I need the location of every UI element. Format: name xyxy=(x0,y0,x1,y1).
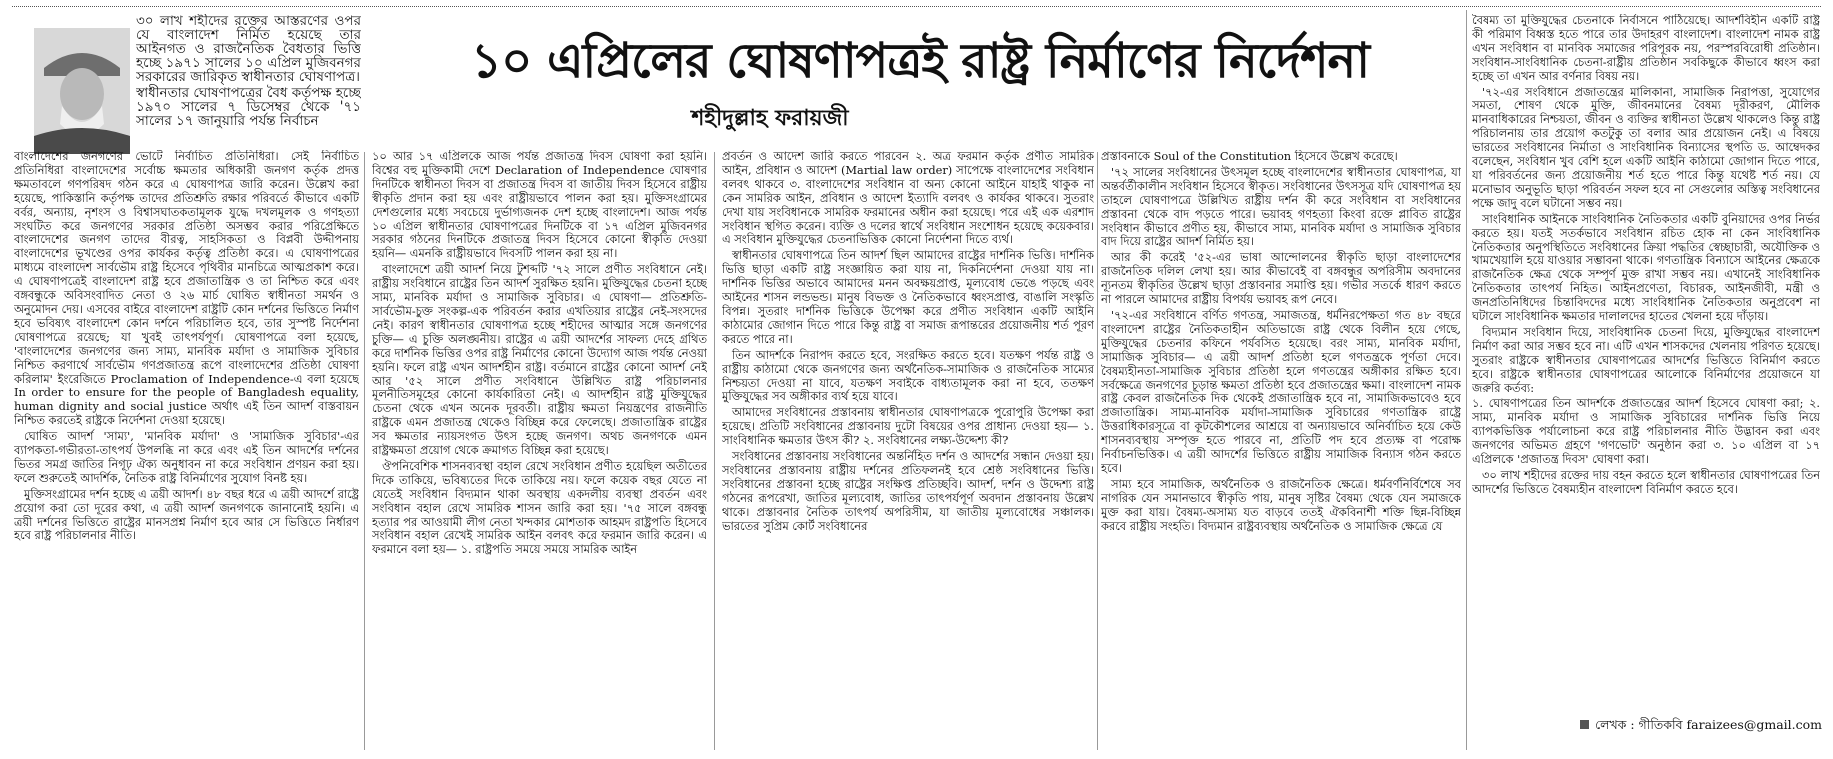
column-paragraph: বাংলাদেশের জনগণের ভোটে নির্বাচিত প্রতিনিধিরা। সেই নির্বাচিত প্রতিনিধিরা বাংলাদেশের সর্বোচ্চ ক্ষমতার অধিকারী জনগণ কর্তৃক প্রদত্ত ক্ষমতাবলে গণপরিষদ গঠন করে এ ঘোষণাপত্র জারি করেন। উল্লেখ করা হয়েছে, পাকিস্তানি কর্তৃপক্ষ তাদের প্রতিশ্রুতি রক্ষার পরিবর্তে কীভাবে একটি বর্বর, অন্যায়, নৃশংস ও বিশ্বাসঘাতকতামূলক যুদ্ধে দখলমূলক ও গণহত্যা সংঘটিত করে জনগণের সরকার প্রতিষ্ঠা অসম্ভব করার পরিপ্রেক্ষিতে বাংলাদেশের জনগণ তাদের বীরত্ব, সাহসিকতা ও বিপ্লবী উদ্দীপনায় বাংলাদেশের ভূখণ্ডের ওপর কার্যকর কর্তৃত্ব প্রতিষ্ঠা করে। এ ঘোষণাপত্রের মাধ্যমে বাংলাদেশ সার্বভৌম রাষ্ট্র হিসেবে পৃথিবীর মানচিত্রে আত্মপ্রকাশ করে। এ ঘোষণাপত্রেই বাংলাদেশ রাষ্ট্র হবে প্রজাতান্ত্রিক ও তা নিশ্চিত করে এবং বঙ্গবন্ধুকে অবিসংবাদিত নেতা ও ২৬ মার্চ ঘোষিত স্বাধীনতা সমর্থন ও অনুমোদন দেয়। এসবের বাইরে বাংলাদেশ রাষ্ট্রটি কোন দর্শনের ভিত্তিতে নির্মাণ হবে ভবিষ্যৎ বাংলাদেশ কোন দর্শনে পরিচালিত হবে, তার সুস্পষ্ট নির্দেশনা ঘোষণাপত্রে রয়েছে; যা খুবই তাৎপর্যপূর্ণ। ঘোষণাপত্রে বলা হয়েছে, 'বাংলাদেশের জনগণের জন্য সাম্য, মানবিক মর্যাদা ও সামাজিক সুবিচার নিশ্চিত করণার্থে সার্বভৌম গণপ্রজাতন্ত্র রূপে বাংলাদেশের প্রতিষ্ঠা ঘোষণা করিলাম' ইংরেজিতে Proclamation of Independence-এ বলা হয়েছে In order to ensure for the people of Bangladesh equality, human dignity and social justice অর্থাৎ এই তিন আদর্শ বাস্তবায়ন নিশ্চিত করতেই রাষ্ট্রকে নির্দেশনা দেওয়া হয়েছে। xyxy=(14,150,359,428)
column-paragraph: '৭২ সালের সংবিধানের উৎসমূল হচ্ছে বাংলাদেশের স্বাধীনতার ঘোষণাপত্র, যা অন্তর্বর্তীকালীন সংবিধান হিসেবে স্বীকৃত। সংবিধানের উৎসসূত্র যদি ঘোষণাপত্র হয় তাহলে ঘোষণাপত্রে উল্লিখিত রাষ্ট্রীয় দর্শন কী করে সংবিধান বা সংবিধানের প্রস্তাবনা থেকে বাদ পড়তে পারে। ভয়াবহ গণহত্যা কিংবা রক্তে প্লাবিত রাষ্ট্রের সংবিধান কীভাবে প্রণীত হয়, কীভাবে সাম্য, মানবিক মর্যাদা ও সামাজিক সুবিচার বাদ দিয়ে রাষ্ট্রের আদর্শ নির্মিত হয়। xyxy=(1101,164,1461,249)
column-paragraph: আমাদের সংবিধানের প্রস্তাবনায় স্বাধীনতার ঘোষণাপত্রকে পুরোপুরি উপেক্ষা করা হয়েছে। প্রতিটি সংবিধানের প্রস্তাবনায় দুটো বিষয়ের ওপর প্রাধান্য দেওয়া হয়— ১. সাংবিধানিক ক্ষমতার উৎস কী? ২. সংবিধানের লক্ষ্য-উদ্দেশ্য কী? xyxy=(722,405,1094,448)
column-paragraph: '৭২-এর সংবিধানে প্রজাতন্ত্রের মালিকানা, সামাজিক নিরাপত্তা, সুযোগের সমতা, শোষণ থেকে মুক্তি, জীবনমানের বৈষম্য দূরীকরণ, মৌলিক মানবাধিকারের নিশ্চয়তা, জীবন ও ব্যক্তির স্বাধীনতা উল্লেখ থাকলেও কিন্তু রাষ্ট্র পরিচালনায় তার প্রয়োগ কতটুকু তা বলার আর প্রয়োজন নেই। এ বিষয়ে ভারতের সংবিধানের নির্মাতা ও সাংবিধানিক বিন্যাসের স্থপতি ড. আম্বেদকর বলেছেন, সংবিধান খুব বেশি হলে একটি আইনি কাঠামো জোগান দিতে পারে, যা পরিবর্তনের জন্য প্রয়োজনীয় শর্ত হতে পারে কিন্তু যথেষ্ট শর্ত নয়। যে মনোভাব অনুভূতি ছাড়া পরিবর্তন সফল হবে না সেগুলোর অস্তিত্ব সংবিধানের পক্ষে জাদু বলে ঘটানো সম্ভব নয়। xyxy=(1472,84,1820,210)
column-paragraph: '৭২-এর সংবিধানে বর্ণিত গণতন্ত্র, সমাজতন্ত্র, ধর্মনিরপেক্ষতা গত ৪৮ বছরে বাংলাদেশ রাষ্ট্রের নৈতিকতাহীন অতিভাজে রাষ্ট্র থেকে বিলীন হয়ে গেছে, মুক্তিযুদ্ধের চেতনার কফিনে পর্যবসিত হয়েছে। বরং সাম্য, মানবিক মর্যাদা, সামাজিক সুবিচার— এ ত্রয়ী আদর্শ প্রতিষ্ঠা হলে গণতন্ত্রকে পূর্ণতা দেবে। বৈষম্যহীনতা-সামাজিক সুবিচার প্রতিষ্ঠা হলে গণতন্ত্রের অঙ্গীকার রক্ষিত হবে। সর্বক্ষেত্রে জনগণের চূড়ান্ত ক্ষমতা প্রতিষ্ঠা হবে প্রজাতন্ত্রের ক্ষমা। বাংলাদেশ নামক রাষ্ট্র কেবল রাজনৈতিক দিক থেকেই প্রজাতান্ত্রিক হবে না, সামাজিকভাবেও হবে প্রজাতান্ত্রিক। সাম্য-মানবিক মর্যাদা-সামাজিক সুবিচারের গণতান্ত্রিক রাষ্ট্রে উত্তরাধিকারসূত্রে বা কূটকৌশলের আশ্রয়ে বা অন্যায়ভাবে অনির্বাচিত হয়ে কেউ শাসনব্যবস্থায় সম্পৃক্ত হতে পারবে না, প্রতিটি পদ হবে প্রত্যক্ষ বা পরোক্ষ নির্বাচনভিত্তিক। এ ত্রয়ী আদর্শের ভিত্তিতে রাষ্ট্রীয় সামাজিক বিন্যাস গঠন করতে হবে। xyxy=(1101,307,1461,475)
article-column-4 xyxy=(1101,150,1461,750)
author-photo xyxy=(34,28,130,154)
author-portrait-image xyxy=(34,28,130,154)
article-column-3 xyxy=(722,150,1094,750)
column-paragraph: সংবিধানের প্রস্তাবনায় সংবিধানের অন্তর্নিহিত দর্শন ও আদর্শের সন্ধান দেওয়া হয়। সংবিধানের প্রস্তাবনায় রাষ্ট্রীয় দর্শনের প্রতিফলনই হবে শ্রেষ্ঠ সংবিধানের ভিত্তি। সংবিধানের প্রস্তাবনা হচ্ছে রাষ্ট্রের সংক্ষিপ্ত প্রতিচ্ছবি। আদর্শ, দর্শন ও উদ্দেশ্য রাষ্ট্র গঠনের রূপরেখা, জাতির মূল্যবোধ, জাতির তাৎপর্যপূর্ণ অবদান প্রস্তাবনায় উল্লেখ থাকে। প্রস্তাবনার নৈতিক তাৎপর্য অপরিসীম, যা জাতীয় মূল্যবোধের সঞ্চালক। ভারতের সুপ্রিম কোর্ট সংবিধানের xyxy=(722,449,1094,533)
column-paragraph: মুক্তিসংগ্রামের দর্শন হচ্ছে এ ত্রয়ী আদর্শ। ৪৮ বছর ধরে এ ত্রয়ী আদর্শে রাষ্ট্রে প্রয়োগ করা তো দূরের কথা, এ ত্রয়ী আদর্শ জনগণকে জানানোই হয়নি। এ ত্রয়ী দর্শনের ভিত্তিতে রাষ্ট্রের মানসপ্রশ্ন নির্মাণ হবে আর সে ভিত্তিতে নির্ধারণ হবে রাষ্ট্র পরিচালনার নীতি। xyxy=(14,486,359,543)
column-divider xyxy=(714,152,715,750)
column-paragraph: ৩০ লাখ শহীদের রক্তের দায় বহন করতে হলে স্বাধীনতার ঘোষণাপত্রের তিন আদর্শের ভিত্তিতে বৈষম্যহীন বাংলাদেশ বিনির্মাণ করতে হবে। xyxy=(1472,468,1820,496)
column-paragraph: স্বাধীনতার ঘোষণাপত্রে তিন আদর্শ ছিল আমাদের রাষ্ট্রের দার্শনিক ভিত্তি। দার্শনিক ভিত্তি ছাড়া একটি রাষ্ট্র সংজ্ঞায়িত করা যায় না, দিকনির্দেশনা দেওয়া যায় না। দার্শনিক ভিত্তির অভাবে আমাদের মনন অবক্ষয়প্রাপ্ত, মূল্যবোধ ভেঙে পড়ছে এবং আইনের শাসন লন্ডভন্ড। মানুষ বিভক্ত ও নৈতিকভাবে ধ্বংসপ্রাপ্ত, বাঙালি সংস্কৃতি বিপন্ন। সুতরাং দার্শনিক ভিত্তিকে উপেক্ষা করে প্রণীত সংবিধান একটি আইনি কাঠামোর জোগান দিতে পারে কিন্তু রাষ্ট্র বা সমাজ রূপান্তরের প্রয়োজনীয় শর্ত পূরণ করতে পারে না। xyxy=(722,248,1094,346)
column-paragraph: ঘোষিত আদর্শ 'সাম্য', 'মানবিক মর্যাদা' ও 'সামাজিক সুবিচার'-এর ব্যাপকতা-গভীরতা-তাৎপর্য উপলব্ধি না করে এবং এই তিন আদর্শের দর্শনের ভিতর সমগ্র জাতির নিগূঢ় ঐক্য অনুধাবন না করে সংবিধান প্রণয়ন করা হয়। ফলে শুরুতেই আদর্শিক, নৈতিক রাষ্ট্র বিনির্মাণের সুযোগ বিনষ্ট হয়। xyxy=(14,429,359,485)
column-paragraph: ১. ঘোষণাপত্রের তিন আদর্শকে প্রজাতন্ত্রের আদর্শ হিসেবে ঘোষণা করা; ২. সাম্য, মানবিক মর্যাদা ও সামাজিক সুবিচারের দার্শনিক ভিত্তি নিয়ে ব্যাপকভিত্তিক পর্যালোচনা করে রাষ্ট্র পরিচালনার নীতি উদ্ভাবন করা এবং জনগণের অভিমত গ্রহণে 'গণভোট' অনুষ্ঠান করা ৩. ১০ এপ্রিল বা ১৭ এপ্রিলকে 'প্রজাতন্ত্র দিবস' ঘোষণা করা। xyxy=(1472,396,1820,467)
writer-credit-text: লেখক : গীতিকবি faraizees@gmail.com xyxy=(1595,717,1822,732)
article-column-5 xyxy=(1472,14,1820,734)
column-divider xyxy=(1097,152,1098,750)
writer-credit xyxy=(1560,716,1822,736)
column-paragraph: ১০ আর ১৭ এপ্রিলকে আজ পর্যন্ত প্রজাতন্ত্র দিবস ঘোষণা করা হয়নি। বিশ্বের বহু মুক্তিকামী দেশে Declaration of Independence ঘোষণার দিনটিকে স্বাধীনতা দিবস বা প্রজাতন্ত্র দিবস বা জাতীয় দিবস হিসেবে রাষ্ট্রীয় স্বীকৃতি প্রদান করা হয় এবং রাষ্ট্রীয়ভাবে পালন করা হয়। মুক্তিসংগ্রামের দেশগুলোর মধ্যে সবচেয়ে দুর্ভাগ্যজনক দেশ হচ্ছে বাংলাদেশ। আজ পর্যন্ত ১০ এপ্রিল স্বাধীনতার ঘোষণাপত্রের দিনটিকে বা ১৭ এপ্রিল মুজিবনগর সরকার গঠনের দিনটিকে প্রজাতন্ত্র দিবস হিসেবে কোনো স্বীকৃতি দেওয়া হয়নি— এমনকি রাষ্ট্রীয়ভাবে দিবসটি পালন করা হয় না। xyxy=(372,150,707,261)
column-paragraph: সাংবিধানিক আইনকে সাংবিধানিক নৈতিকতার একটি বুনিয়াদের ওপর নির্ভর করতে হয়। যতই সতর্কভাবে সংবিধান রচিত হোক না কেন সাংবিধানিক নৈতিকতার অনুপস্থিতিতে সংবিধানের ক্রিয়া পদ্ধতির স্বেচ্ছাচারী, অযৌক্তিক ও খামখেয়ালি হয়ে যাওয়ার সম্ভাবনা থাকে। গণতান্ত্রিক বিন্যাসে আইনের ক্ষেত্রকে রাজনৈতিক ক্ষেত্র থেকে সম্পূর্ণ মুক্ত রাখা সম্ভব নয়। এখানেই সাংবিধানিক নৈতিকতার তাৎপর্য নিহিত। আইনপ্রণেতা, বিচারক, আইনজীবী, মন্ত্রী ও জনপ্রতিনিধিদের চিন্তাবিদদের মধ্যে সাংবিধানিক নৈতিকতার অনুপ্রবেশ না ঘটালে সাংবিধানিক ক্ষমতার দালালদের হাতের খেলনা হয়ে দাঁড়ায়। xyxy=(1472,211,1820,324)
article-column-2 xyxy=(372,150,707,750)
lead-paragraph xyxy=(136,14,361,150)
column-paragraph: বাংলাদেশে ত্রয়ী আদর্শ নিয়ে টুশব্দটি '৭২ সালে প্রণীত সংবিধানে নেই। রাষ্ট্রীয় সংবিধানে রাষ্ট্রের তিন আদর্শ সুরক্ষিত হয়নি। মুক্তিযুদ্ধের চেতনা হচ্ছে সাম্য, মানবিক মর্যাদা ও সামাজিক সুবিচার। এ ঘোষণা— প্রতিশ্রুতি-সার্বভৌম-চুক্ত সংকল্প-এক পরিবর্তন করার এখতিয়ার রাষ্ট্রের নেই-সংসদের নেই। কারণ স্বাধীনতার ঘোষণাপত্র হচ্ছে শহীদের আত্মার সঙ্গে জনগণের চুক্তি— এ চুক্তি অলঙ্ঘনীয়। রাষ্ট্রের এ ত্রয়ী আদর্শের সাফল্য দেহে গ্রথিত করে দার্শনিক ভিত্তির ওপর রাষ্ট্র নির্মাণের কোনো উদ্যোগ আজ পর্যন্ত নেওয়া হয়নি। ফলে রাষ্ট্র এখন আদর্শহীন রাষ্ট্র। বর্তমানে রাষ্ট্রের কোনো আদর্শ নেই আর '৫২ সালে প্রণীত সংবিধানে উল্লিখিত রাষ্ট্র পরিচালনার মূলনীতিসমূহের কোনো কার্যকারিতা নেই। এ আদর্শহীন রাষ্ট্র মুক্তিযুদ্ধের চেতনা থেকে এখন অনেক দূরবর্তী। রাষ্ট্রীয় ক্ষমতা নিয়ন্ত্রণের রাজনীতি রাষ্ট্রকে এমন প্রজাতন্ত্র থেকেও বিচ্ছিন্ন করে ফেলেছে। প্রজাতান্ত্রিক রাষ্ট্রের সব ক্ষমতার ন্যায়সংগত উৎস হচ্ছে জনগণ। অথচ জনগণকে এমন রাষ্ট্রক্ষমতা প্রয়োগ থেকে ক্রমাগত বিচ্ছিন্ন করা হয়েছে। xyxy=(372,262,707,458)
article-byline: শহীদুল্লাহ ফরায়জী xyxy=(691,106,849,131)
lead-paragraph-2: স্বাধীনতার ঘোষণাপত্রের বৈধ কর্তৃপক্ষ হচ্ছে ১৯৭০ সালের ৭ ডিসেম্বর থেকে '৭১ সালের ১৭ জানুয়ারি পর্যন্ত নির্বাচন xyxy=(136,85,361,129)
column-paragraph: বৈষম্য তা মুক্তিযুদ্ধের চেতনাকে নির্বাসনে পাঠিয়েছে। আদর্শবিহীন একটি রাষ্ট্র কী পরিমাণ বিধ্বস্ত হতে পারে তার উদাহরণ বাংলাদেশ। বাংলাদেশ নামক রাষ্ট্র এখন সংবিধান বা মানবিক সমাজের পরিপূরক নয়, পরস্পরবিরোধী প্রতিষ্ঠান। সংবিধান-সাংবিধানিক চেতনা-রাষ্ট্রীয় প্রতিষ্ঠান সবকিছুকে কীভাবে ধ্বংস করা হচ্ছে তা এখন আর বর্ণনার বিষয় নয়। xyxy=(1472,14,1820,83)
article-headline: ১০ এপ্রিলের ঘোষণাপত্রই রাষ্ট্র নির্মাণের নির্দেশনা xyxy=(470,33,1370,89)
column-divider xyxy=(364,152,365,750)
top-dotted-rule xyxy=(12,6,1821,7)
column-divider xyxy=(1466,10,1467,750)
square-bullet-icon xyxy=(1580,720,1589,729)
column-paragraph: ঔপনিবেশিক শাসনব্যবস্থা বহাল রেখে সংবিধান প্রণীত হয়েছিল অতীতের দিকে তাকিয়ে, ভবিষ্যতের দিকে তাকিয়ে নয়। ফলে কয়েক বছর যেতে না যেতেই সংবিধান বিদ্যমান থাকা অবস্থায় একদলীয় ব্যবস্থা প্রবর্তন এবং সংবিধান বহাল রেখে সামরিক শাসন জারি করা হয়। '৭৫ সালে বঙ্গবন্ধু হত্যার পর আওয়ামী লীগ নেতা খন্দকার মোশতাক আহমদ রাষ্ট্রপতি হিসেবে সংবিধান বহাল রেখেই সামরিক আইন বলবৎ করে ফরমান জারি করেন। এ ফরমানে বলা হয়— ১. রাষ্ট্রপতি সময়ে সময়ে সামরিক আইন xyxy=(372,458,707,557)
column-paragraph: বিদ্যমান সংবিধান দিয়ে, সাংবিধানিক চেতনা দিয়ে, মুক্তিযুদ্ধের বাংলাদেশ নির্মাণ করা আর সম্ভব হবে না। এটি এখন শাসকদের খেলনায় পরিণত হয়েছে। সুতরাং রাষ্ট্রকে স্বাধীনতার ঘোষণাপত্রের আদর্শের ভিত্তিতে বিনির্মাণ করতে হবে। রাষ্ট্রকে স্বাধীনতার ঘোষণাপত্রের আলোকে বিনির্মাণের প্রয়োজনে যা জরুরি কর্তব্য: xyxy=(1472,324,1820,395)
lead-paragraph-1: ৩০ লাখ শহীদের রক্তের আস্তরণের ওপর যে বাংলাদেশ নির্মিত হয়েছে তার আইনগত ও রাজনৈতিক বৈধতার ভিত্তি হচ্ছে ১৯৭১ সালের ১০ এপ্রিল মুজিবনগর সরকারের জারিকৃত স্বাধীনতার ঘোষণাপত্র। xyxy=(136,14,361,85)
column-paragraph: প্রস্তাবনাকে Soul of the Constitution হিসেবে উল্লেখ করেছে। xyxy=(1101,150,1398,163)
column-paragraph: সাম্য হবে সামাজিক, অর্থনৈতিক ও রাজনৈতিক ক্ষেত্রে। ধর্মবর্ণনির্বিশেষে সব নাগরিক যেন সমানভাবে স্বীকৃতি পায়, মানুষ সৃষ্টির বৈষম্য থেকে যেন সমাজকে মুক্ত করা যায়। বৈষম্য-অসাম্য যত বাড়বে ততই ঐকবিনাশী শক্তি ছিন্ন-বিচ্ছিন্ন করবে রাষ্ট্রীয় সংহতি। বিদ্যমান রাষ্ট্রব্যবস্থায় অর্থনৈতিক ও সামাজিক ক্ষেত্রে যে xyxy=(1101,476,1461,533)
column-paragraph: আর কী করেই '৫২-এর ভাষা আন্দোলনের স্বীকৃতি ছাড়া বাংলাদেশের রাজনৈতিক দলিল লেখা হয়। আর কীভাবেই বা বঙ্গবন্ধুর অপরিসীম অবদানের ন্যূনতম স্বীকৃতির উল্লেখ ছাড়া প্রস্তাবনার সমাপ্তি হয়। গভীর সতর্কে ধারণ করতে না পারলে আমাদের রাষ্ট্রীয় বিপর্যয় ভয়াবহ রূপ নেবে। xyxy=(1101,250,1461,307)
column-paragraph: তিন আদর্শকে নিরাপদ করতে হবে, সংরক্ষিত করতে হবে। যতক্ষণ পর্যন্ত রাষ্ট্র ও রাষ্ট্রীয় কাঠামো থেকে জনগণের জন্য অর্থনৈতিক-সামাজিক ও রাজনৈতিক সাম্যের নিশ্চয়তা দেওয়া না যাবে, যতক্ষণ সবাইকে বাধ্যতামূলক করা না হবে, ততক্ষণ মুক্তিযুদ্ধের সব অঙ্গীকার ব্যর্থ হয়ে যাবে। xyxy=(722,347,1094,404)
column-paragraph: প্রবর্তন ও আদেশ জারি করতে পারবেন ২. অত্র ফরমান কর্তৃক প্রণীত সামরিক আইন, প্রবিধান ও আদেশ (Martial law order) সাপেক্ষে বাংলাদেশের সংবিধান বলবৎ থাকবে ৩. বাংলাদেশের সংবিধান বা অন্য কোনো আইনে যাহাই থাকুক না কেন সামরিক আইন, প্রবিধান ও আদেশ ইত্যাদি বলবৎ ও কার্যকর থাকবে। সুতরাং দেখা যায় সংবিধানকে সামরিক ফরমানের অধীন করা হয়েছে। পরে এই এক এরশাদ সংবিধান স্থগিত করেন। ব্যক্তি ও দলের স্বার্থে সংবিধান সংশোধন হয়েছে কয়েকবার। এ সংবিধান মুক্তিযুদ্ধের চেতনাভিত্তিক কোনো নির্দেশনা দিতে ব্যর্থ। xyxy=(722,150,1094,247)
article-column-1 xyxy=(14,150,359,750)
